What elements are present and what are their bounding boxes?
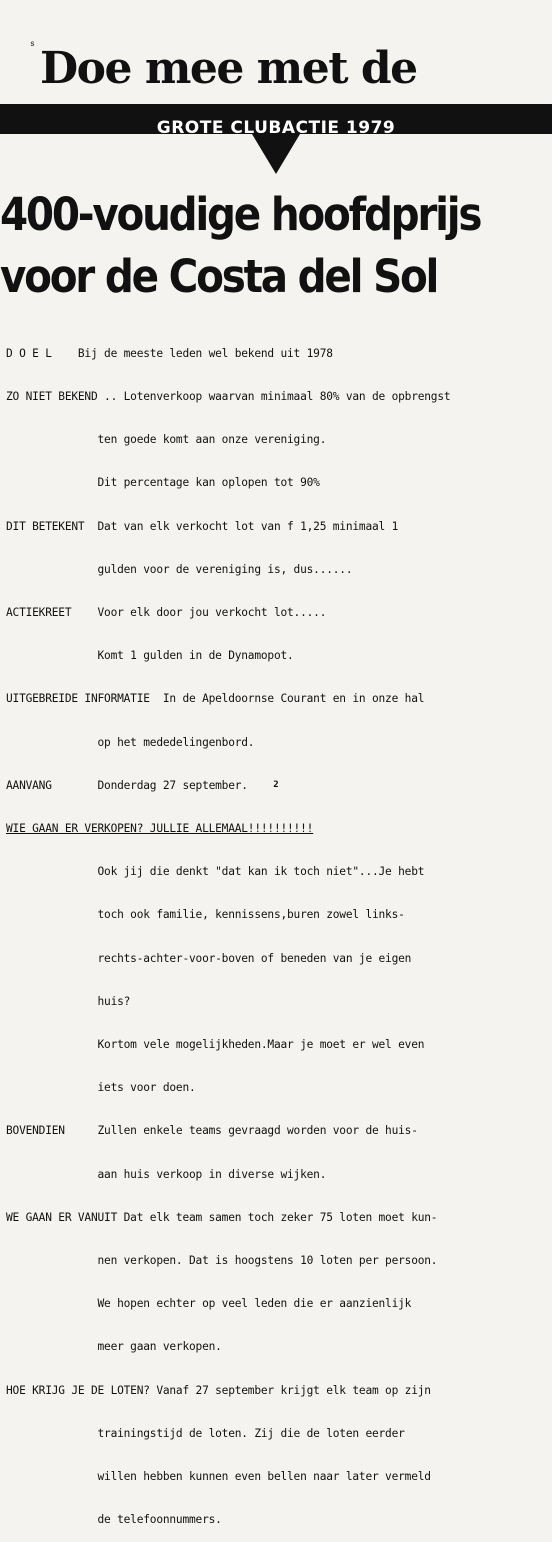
headline-line-2: voor de Costa del Sol [0, 250, 438, 303]
body-line: BOVENDIEN Zullen enkele teams gevraagd worden voor de huis- [6, 1124, 418, 1138]
body-line: rechts-achter-voor-boven of beneden van je eigen [6, 951, 412, 965]
body-line: aan huis verkoop in diverse wijken. [6, 1167, 327, 1181]
body-line: ZO NIET BEKEND .. Lotenverkoop waarvan minimaal 80% van de opbrengst [6, 390, 451, 404]
body-line: Kortom vele mogelijkheden.Maar je moet er wel even [6, 1038, 425, 1052]
body-line: Dit percentage kan oplopen tot 90% [6, 476, 320, 490]
body-text [6, 318, 552, 1542]
body-line: D O E L Bij de meeste leden wel bekend uit 1978 [6, 346, 333, 360]
body-line: ACTIEKREET Voor elk door jou verkocht lot..... [6, 606, 327, 620]
body-line: gulden voor de vereniging is, dus...... [6, 562, 353, 576]
body-line: trainingstijd de loten. Zij die de loten eerder [6, 1426, 405, 1440]
body-line: UITGEBREIDE INFORMATIE In de Apeldoornse Courant en in onze hal [6, 692, 425, 706]
banner-chevron-shape [0, 104, 552, 176]
body-line: de telefoonnummers. [6, 1513, 222, 1527]
header-title: Doe mee met de [40, 43, 417, 94]
header-banner [0, 104, 552, 176]
body-line: AANVANG Donderdag 27 september. [6, 778, 248, 792]
page-number: 2 [273, 780, 279, 790]
body-line: Komt 1 gulden in de Dynamopot. [6, 649, 294, 663]
body-line: ten goede komt aan onze vereniging. [6, 433, 327, 447]
body-line-underlined: WIE GAAN ER VERKOPEN? JULLIE ALLEMAAL!!!!!!!!!! [6, 822, 314, 836]
corner-mark: s [30, 40, 35, 49]
headline-line-1: 400-voudige hoofdprijs [0, 188, 481, 241]
body-line: nen verkopen. Dat is hoogstens 10 loten per persoon. [6, 1254, 438, 1268]
body-line: willen hebben kunnen even bellen naar later vermeld [6, 1470, 431, 1484]
body-line: DIT BETEKENT Dat van elk verkocht lot van f 1,25 minimaal 1 [6, 519, 399, 533]
body-line: meer gaan verkopen. [6, 1340, 222, 1354]
body-line: Ook jij die denkt "dat kan ik toch niet"...Je hebt [6, 865, 425, 879]
body-line: WE GAAN ER VANUIT Dat elk team samen toch zeker 75 loten moet kun- [6, 1210, 438, 1224]
body-line: huis? [6, 994, 131, 1008]
header-subtitle: GROTE CLUBACTIE 1979 [156, 118, 396, 138]
body-line: op het mededelingenbord. [6, 735, 255, 749]
body-line: HOE KRIJG JE DE LOTEN? Vanaf 27 september krijgt elk team op zijn [6, 1383, 431, 1397]
body-line: We hopen echter op veel leden die er aanzienlijk [6, 1297, 412, 1311]
body-line: toch ook familie, kennissens,buren zowel links- [6, 908, 405, 922]
body-line: iets voor doen. [6, 1081, 196, 1095]
